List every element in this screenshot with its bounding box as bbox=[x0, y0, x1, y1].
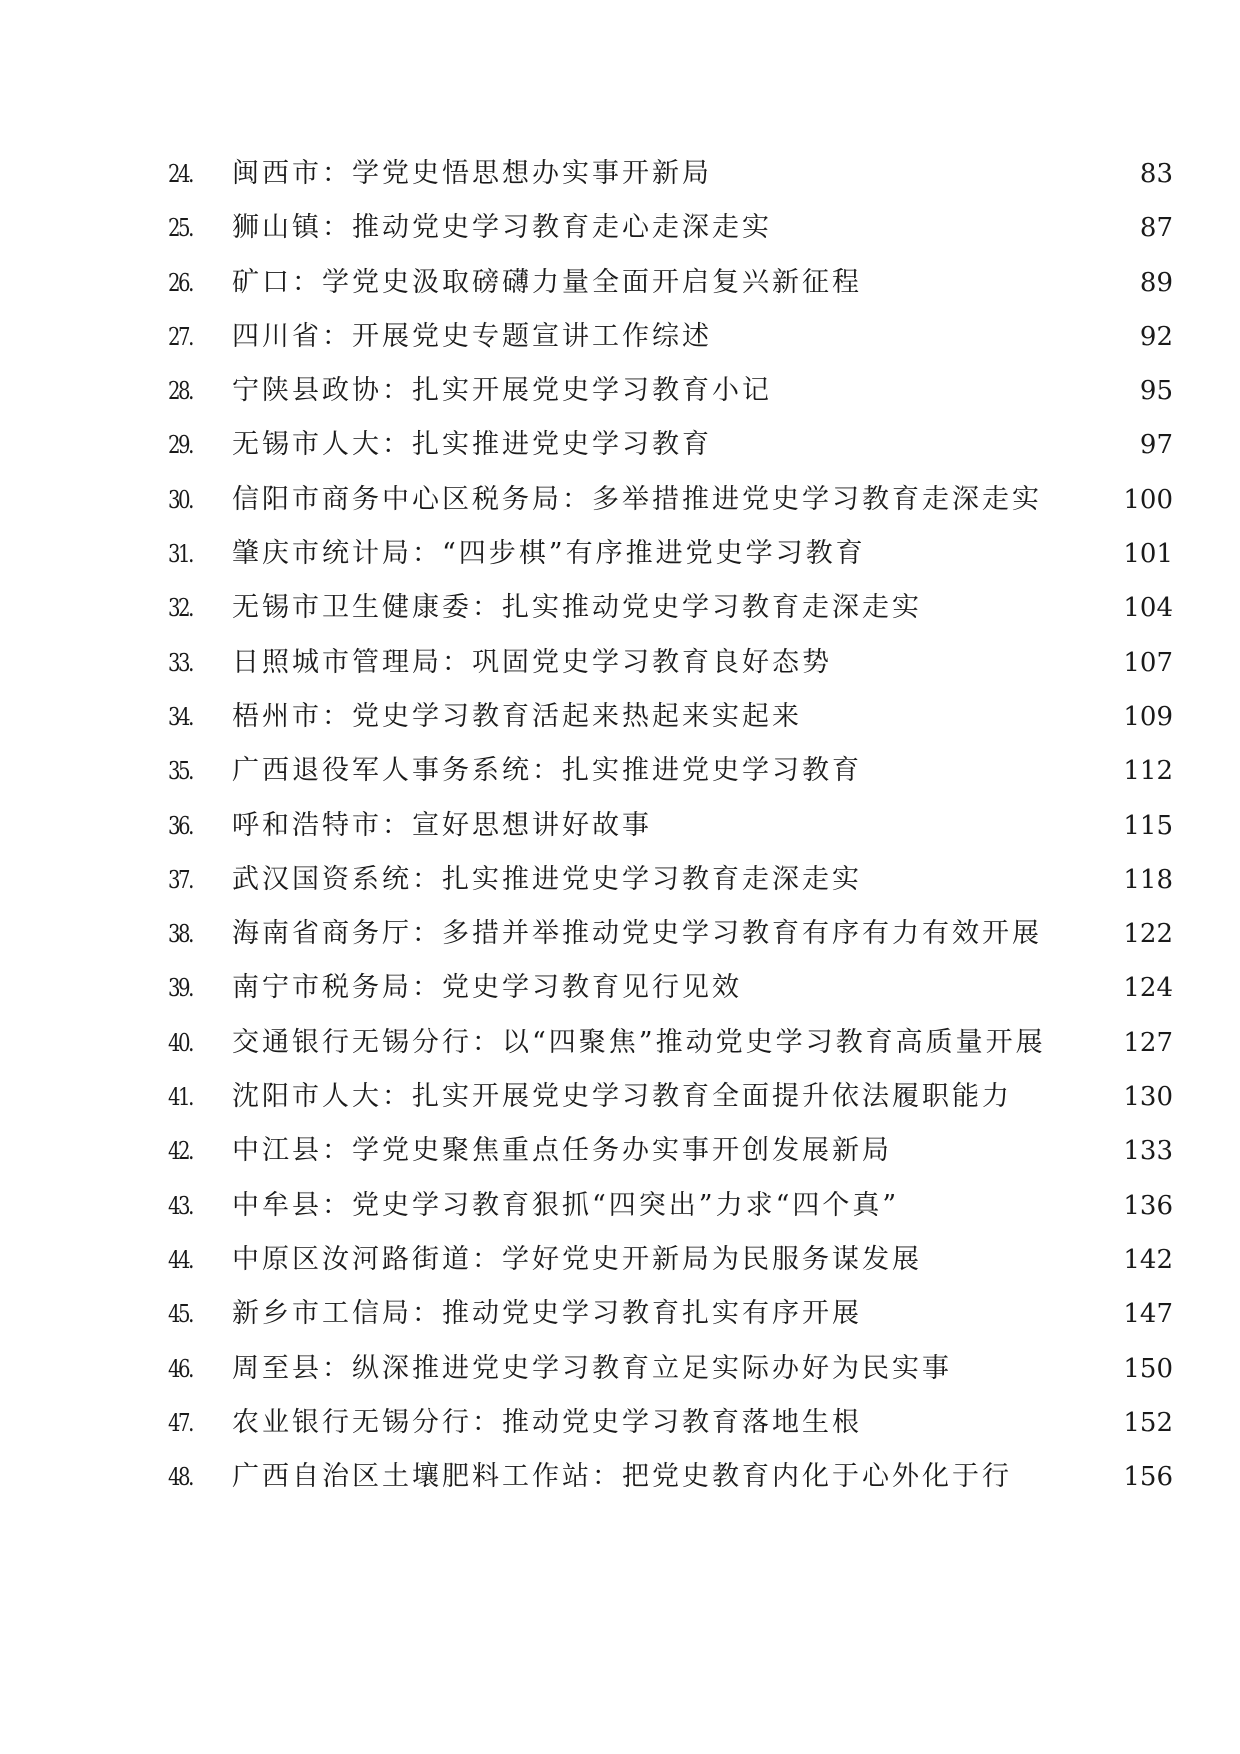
toc-entry[interactable] bbox=[0, 159, 1240, 213]
toc-entry-number: 33. bbox=[168, 648, 192, 677]
toc-entry-title[interactable]: 肇庆市统计局：“四步棋”有序推进党史学习教育 bbox=[232, 538, 866, 570]
toc-entry-number: 42. bbox=[168, 1137, 192, 1166]
toc-entry-title[interactable]: 交通银行无锡分行：以“四聚焦”推动党史学习教育高质量开展 bbox=[232, 1026, 1046, 1058]
toc-entry-number: 43. bbox=[168, 1191, 192, 1220]
table-of-contents bbox=[0, 159, 1240, 1516]
toc-entry-page-number: 152 bbox=[1123, 1407, 1173, 1438]
toc-entry[interactable] bbox=[0, 1408, 1240, 1462]
toc-entry-number: 37. bbox=[168, 865, 192, 894]
toc-entry-number: 28. bbox=[168, 377, 192, 406]
toc-entry-page-number: 130 bbox=[1123, 1082, 1173, 1113]
toc-entry-number: 45. bbox=[168, 1300, 192, 1329]
toc-entry[interactable] bbox=[0, 1462, 1240, 1516]
toc-entry-page-number: 150 bbox=[1123, 1353, 1173, 1384]
toc-entry[interactable] bbox=[0, 376, 1240, 430]
toc-entry[interactable] bbox=[0, 811, 1240, 865]
toc-entry-page-number: 127 bbox=[1123, 1027, 1173, 1058]
toc-entry-title[interactable]: 南宁市税务局：党史学习教育见行见效 bbox=[232, 972, 742, 1004]
toc-entry-page-number: 142 bbox=[1123, 1244, 1173, 1275]
toc-entry[interactable] bbox=[0, 1354, 1240, 1408]
toc-entry-number: 30. bbox=[168, 485, 192, 514]
toc-entry-title[interactable]: 闽西市：学党史悟思想办实事开新局 bbox=[232, 158, 712, 189]
toc-entry-page-number: 136 bbox=[1123, 1190, 1173, 1221]
toc-entry-number: 47. bbox=[168, 1408, 192, 1437]
toc-entry-page-number: 95 bbox=[1139, 376, 1173, 407]
toc-entry-number: 39. bbox=[168, 974, 192, 1003]
toc-entry-title[interactable]: 信阳市商务中心区税务局：多举措推进党史学习教育走深走实 bbox=[232, 483, 1042, 515]
toc-entry-title[interactable]: 广西自治区土壤肥料工作站：把党史教育内化于心外化于行 bbox=[232, 1461, 1012, 1493]
toc-entry[interactable] bbox=[0, 593, 1240, 647]
toc-entry-number: 31. bbox=[168, 540, 192, 569]
toc-entry-page-number: 133 bbox=[1123, 1136, 1173, 1167]
toc-entry[interactable] bbox=[0, 973, 1240, 1027]
toc-entry-page-number: 122 bbox=[1123, 919, 1173, 950]
toc-entry-page-number: 109 bbox=[1123, 701, 1173, 732]
toc-entry[interactable] bbox=[0, 322, 1240, 376]
toc-entry[interactable] bbox=[0, 1082, 1240, 1136]
toc-entry-title[interactable]: 武汉国资系统：扎实推进党史学习教育走深走实 bbox=[232, 863, 862, 895]
toc-entry-title[interactable]: 中江县：学党史聚焦重点任务办实事开创发展新局 bbox=[232, 1135, 892, 1167]
toc-entry[interactable] bbox=[0, 702, 1240, 756]
toc-entry-title[interactable]: 农业银行无锡分行：推动党史学习教育落地生根 bbox=[232, 1406, 862, 1438]
toc-entry-title[interactable]: 宁陕县政协：扎实开展党史学习教育小记 bbox=[232, 375, 772, 407]
toc-entry-page-number: 107 bbox=[1123, 647, 1173, 678]
toc-entry-page-number: 112 bbox=[1123, 756, 1173, 787]
toc-entry-title[interactable]: 狮山镇：推动党史学习教育走心走深走实 bbox=[232, 212, 772, 244]
toc-entry-number: 29. bbox=[168, 431, 192, 460]
toc-entry-page-number: 115 bbox=[1123, 810, 1173, 841]
toc-entry-title[interactable]: 中原区汝河路街道：学好党史开新局为民服务谋发展 bbox=[232, 1243, 922, 1275]
toc-entry-title[interactable]: 新乡市工信局：推动党史学习教育扎实有序开展 bbox=[232, 1298, 862, 1330]
toc-entry-number: 48. bbox=[168, 1463, 192, 1492]
toc-entry[interactable] bbox=[0, 1245, 1240, 1299]
toc-entry-page-number: 156 bbox=[1123, 1462, 1173, 1493]
toc-entry-title[interactable]: 梧州市：党史学习教育活起来热起来实起来 bbox=[232, 700, 802, 732]
toc-entry-number: 24. bbox=[168, 160, 192, 188]
toc-entry-page-number: 92 bbox=[1139, 321, 1173, 352]
toc-entry-page-number: 87 bbox=[1139, 213, 1173, 244]
toc-entry[interactable] bbox=[0, 539, 1240, 593]
toc-entry-title[interactable]: 日照城市管理局：巩固党史学习教育良好态势 bbox=[232, 646, 832, 678]
toc-entry-number: 25. bbox=[168, 214, 192, 243]
toc-entry-title[interactable]: 无锡市人大：扎实推进党史学习教育 bbox=[232, 429, 712, 461]
toc-entry-title[interactable]: 无锡市卫生健康委：扎实推动党史学习教育走深走实 bbox=[232, 592, 922, 624]
toc-entry-title[interactable]: 沈阳市人大：扎实开展党史学习教育全面提升依法履职能力 bbox=[232, 1081, 1012, 1113]
toc-entry-number: 34. bbox=[168, 702, 192, 731]
toc-entry-page-number: 100 bbox=[1123, 484, 1173, 515]
toc-entry[interactable] bbox=[0, 865, 1240, 919]
toc-entry-title[interactable]: 矿口：学党史汲取磅礴力量全面开启复兴新征程 bbox=[232, 266, 862, 298]
toc-entry[interactable] bbox=[0, 1136, 1240, 1190]
toc-entry-title[interactable]: 四川省：开展党史专题宣讲工作综述 bbox=[232, 320, 712, 352]
toc-entry[interactable] bbox=[0, 1028, 1240, 1082]
toc-entry-number: 46. bbox=[168, 1354, 192, 1383]
toc-entry-number: 35. bbox=[168, 757, 192, 786]
toc-entry-page-number: 97 bbox=[1139, 430, 1173, 461]
toc-entry-page-number: 89 bbox=[1139, 267, 1173, 298]
toc-entry-page-number: 101 bbox=[1123, 539, 1173, 570]
toc-entry-title[interactable]: 中牟县：党史学习教育狠抓“四突出”力求“四个真” bbox=[232, 1189, 900, 1221]
toc-entry-title[interactable]: 呼和浩特市：宣好思想讲好故事 bbox=[232, 809, 652, 841]
toc-entry-number: 44. bbox=[168, 1245, 192, 1274]
toc-entry-number: 38. bbox=[168, 920, 192, 949]
toc-entry-number: 36. bbox=[168, 811, 192, 840]
toc-entry[interactable] bbox=[0, 268, 1240, 322]
toc-entry-title[interactable]: 广西退役军人事务系统：扎实推进党史学习教育 bbox=[232, 755, 862, 787]
toc-entry-title[interactable]: 周至县：纵深推进党史学习教育立足实际办好为民实事 bbox=[232, 1352, 952, 1384]
toc-entry[interactable] bbox=[0, 1299, 1240, 1353]
toc-entry[interactable] bbox=[0, 756, 1240, 810]
toc-entry-title[interactable]: 海南省商务厅：多措并举推动党史学习教育有序有力有效开展 bbox=[232, 918, 1042, 950]
toc-entry-number: 41. bbox=[168, 1083, 192, 1112]
toc-entry-page-number: 83 bbox=[1139, 159, 1173, 189]
toc-entry[interactable] bbox=[0, 213, 1240, 267]
toc-entry[interactable] bbox=[0, 1191, 1240, 1245]
toc-entry-page-number: 124 bbox=[1123, 973, 1173, 1004]
toc-entry-number: 32. bbox=[168, 594, 192, 623]
toc-entry[interactable] bbox=[0, 485, 1240, 539]
toc-entry[interactable] bbox=[0, 919, 1240, 973]
toc-entry-page-number: 118 bbox=[1123, 864, 1173, 895]
toc-entry-page-number: 104 bbox=[1123, 593, 1173, 624]
toc-entry[interactable] bbox=[0, 430, 1240, 484]
toc-entry-number: 40. bbox=[168, 1028, 192, 1057]
toc-entry-page-number: 147 bbox=[1123, 1299, 1173, 1330]
toc-entry-number: 26. bbox=[168, 268, 192, 297]
toc-entry-number: 27. bbox=[168, 322, 192, 351]
toc-entry[interactable] bbox=[0, 648, 1240, 702]
